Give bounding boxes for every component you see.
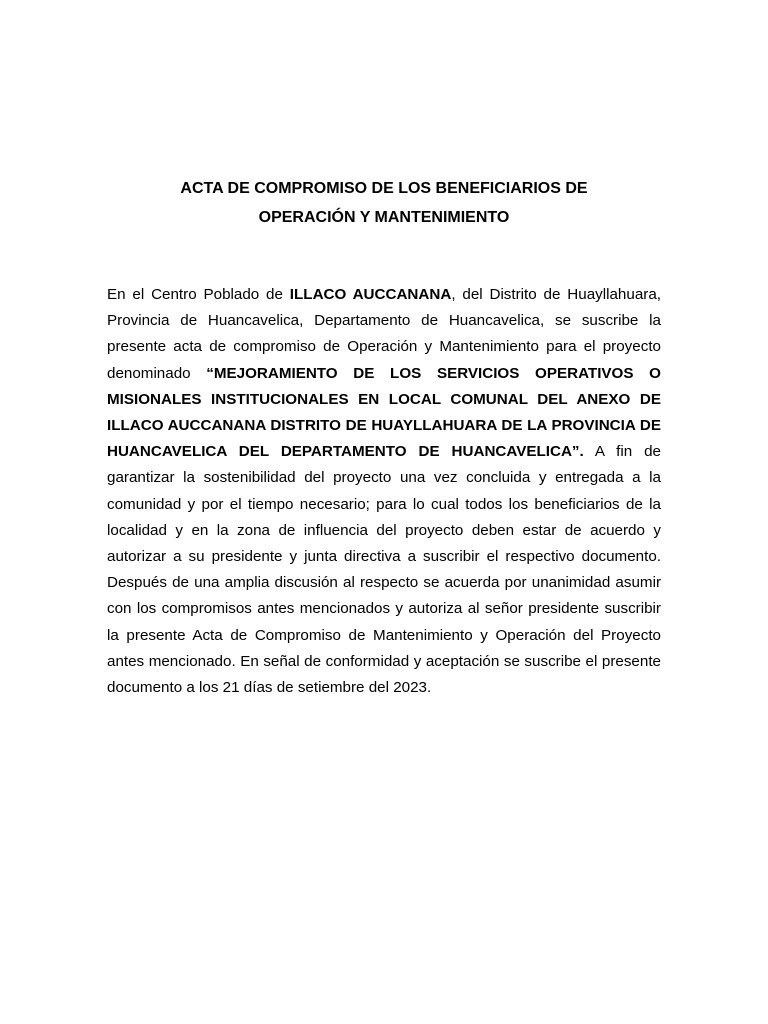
document-title — [107, 174, 661, 232]
project-name: “MEJORAMIENTO DE LOS SERVICIOS OPERATIVOS O MISIONALES INSTITUCIONALES EN LOCAL COMUNAL DEL ANEXO DE ILLACO AUCCANANA DISTRITO DE HUAYLLAHUARA DE LA PROVINCIA DE HUANCAVELICA DEL DEPARTAMENTO DE HUANCAVELICA”. — [107, 364, 661, 461]
title-line-2: OPERACIÓN Y MANTENIMIENTO — [258, 209, 510, 226]
paragraph-text-1: En el Centro Poblado de — [107, 286, 290, 303]
paragraph-text-3: A fin de garantizar la sostenibilidad del proyecto una vez concluida y entregada a la comunidad y por el tiempo necesario; para lo cual todos los beneficiarios de la localidad y en la zona de influencia del proyecto deben estar de acuerdo y autorizar a su presidente y junta directiva a suscribir el respectivo documento. Después de una amplia discusión al respecto se acuerda por unanimidad asumir con los compromisos antes mencionados y autoriza al señor presidente suscribir la presente Acta de Compromiso de Mantenimiento y Operación del Proyecto antes mencionado. En señal de conformidad y aceptación se suscribe el presente documento a los 21 días de setiembre del 2023. — [107, 443, 661, 697]
place-name: ILLACO AUCCANANA — [289, 286, 452, 303]
title-line-1: ACTA DE COMPROMISO DE LOS BENEFICIARIOS DE — [180, 180, 588, 197]
body-paragraph — [107, 282, 661, 701]
paragraph-text-2: , del Distrito de Huayllahuara, Provincia de Huancavelica, Departamento de Huancavelica, se suscribe la presente acta de compromiso de Operación y Mantenimiento para el proyecto denominado — [107, 286, 661, 382]
